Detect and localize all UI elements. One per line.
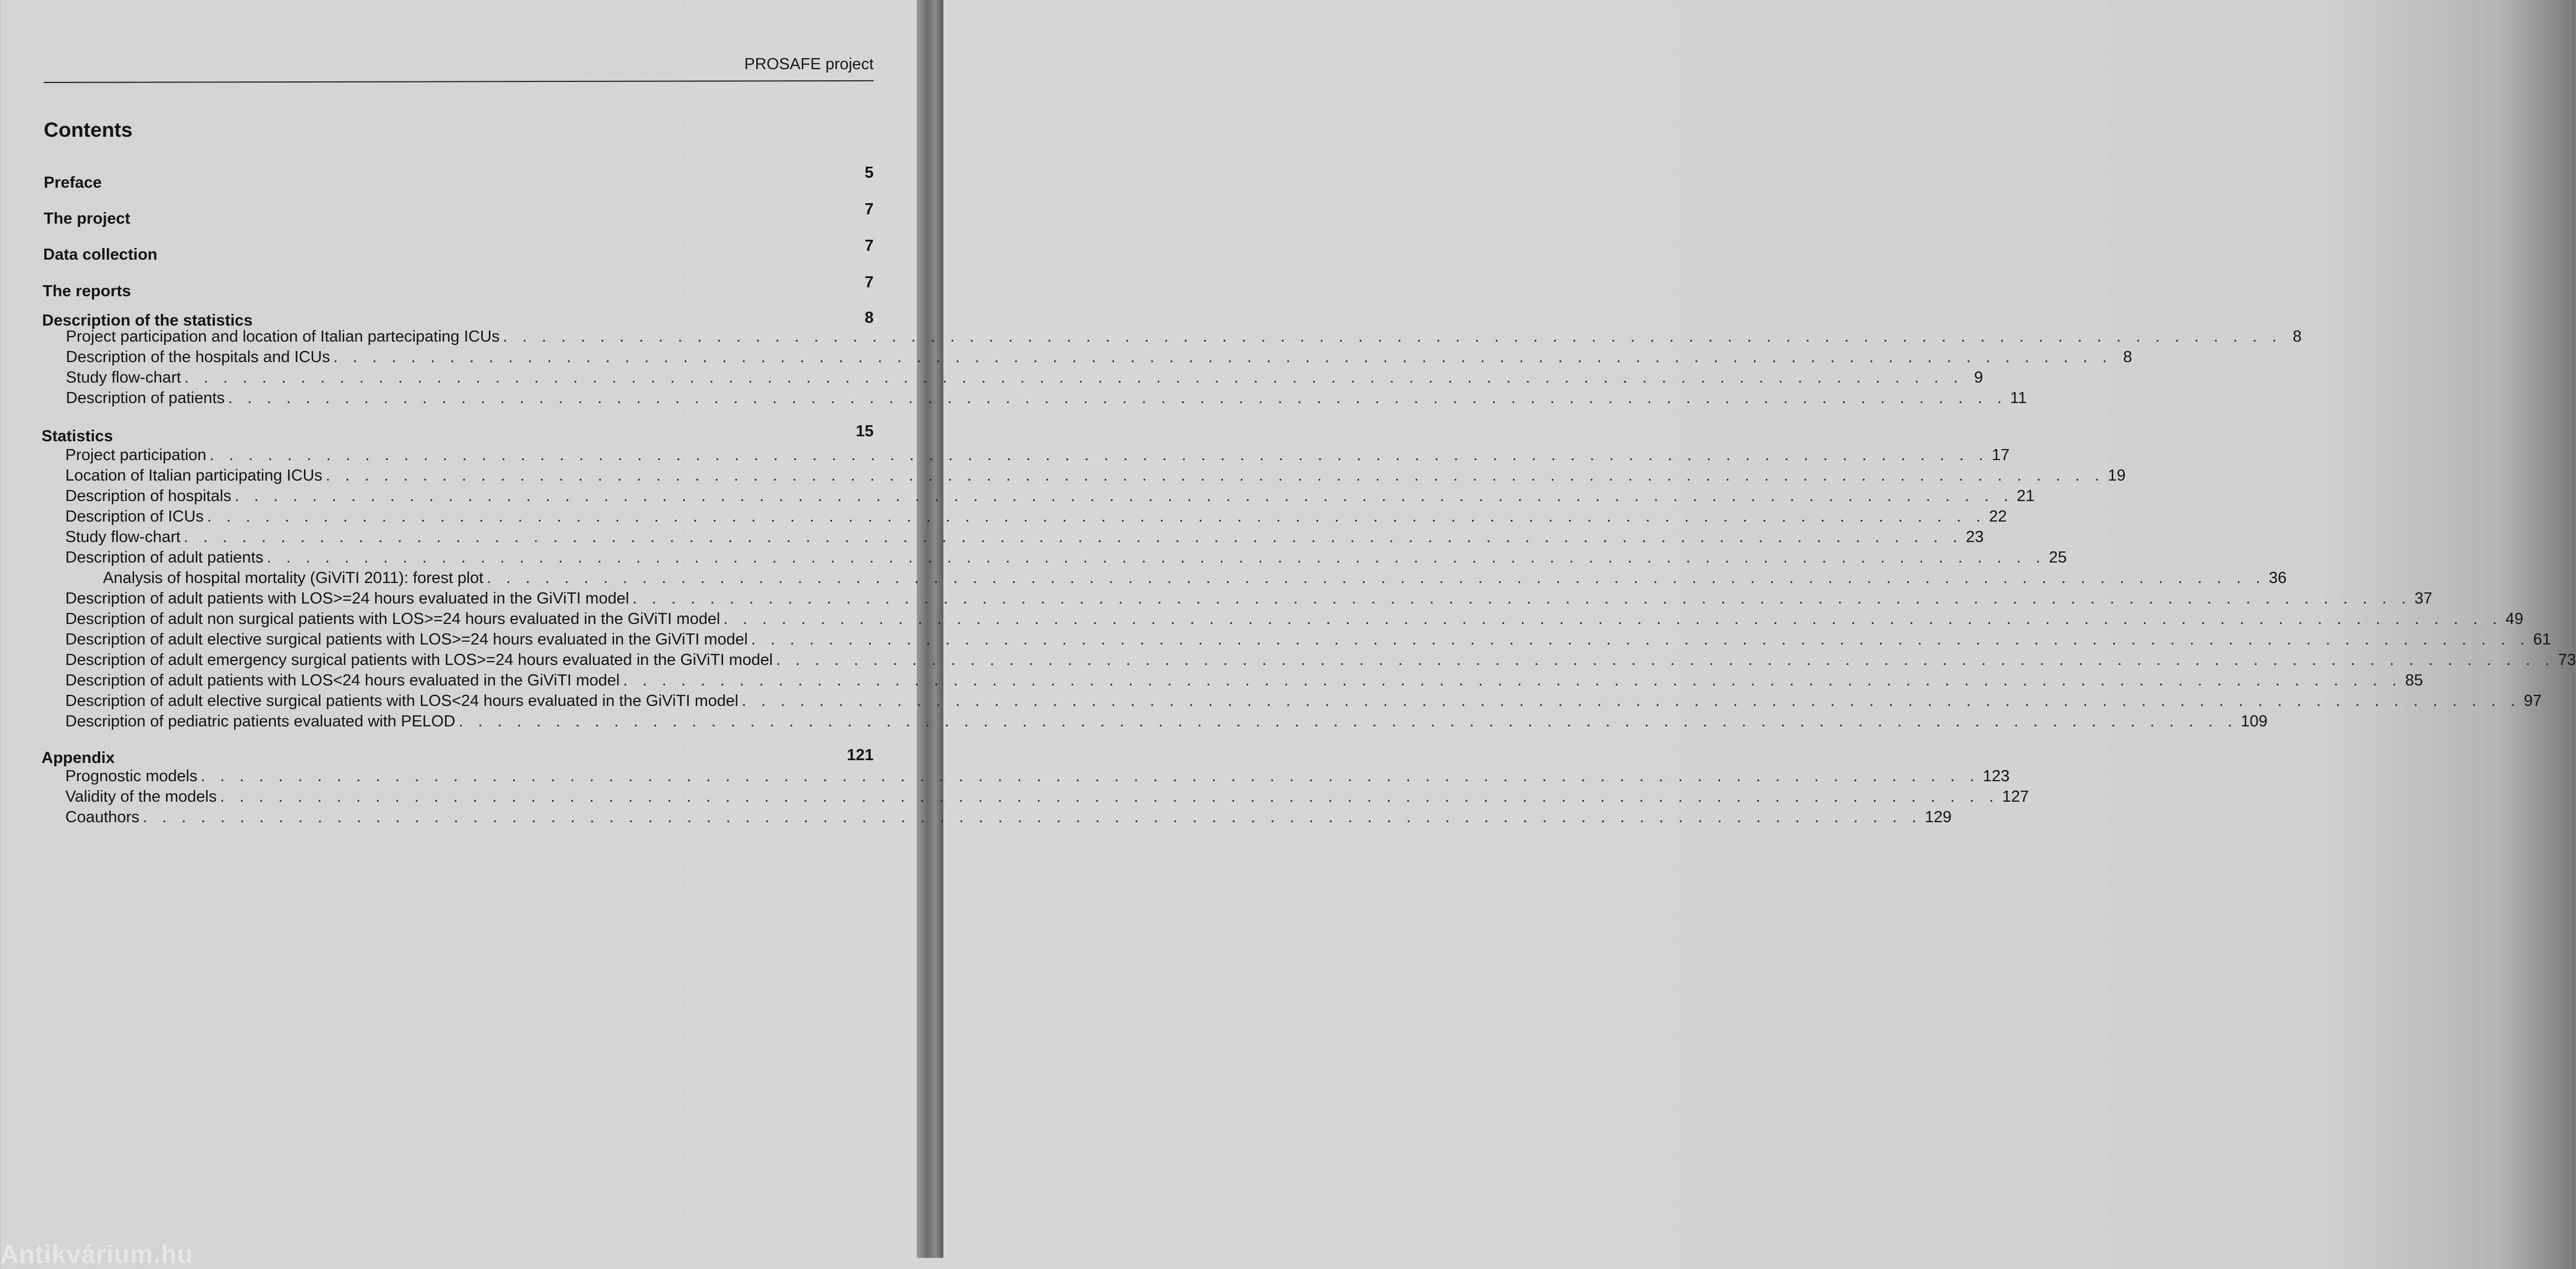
toc-entry-page: 97 [2523,692,2542,710]
toc-section-data-collection[interactable] [43,236,874,264]
toc-section-page: 8 [864,309,874,327]
toc-entry-page: 123 [1983,767,2010,785]
toc-entry[interactable] [65,507,2007,527]
toc-section-page: 15 [855,422,874,440]
toc-entry[interactable] [65,766,2010,786]
toc-entry-page: 25 [2048,549,2067,566]
toc-entry-page: 22 [1989,508,2007,525]
toc-section-page: 5 [864,164,874,182]
toc-entry-title: Project participation and location of Italian partecipating ICUs [66,328,500,345]
toc-entry-title: Analysis of hospital mortality (GiViTI 2011): forest plot [103,569,484,587]
toc-entry-page: 23 [1965,528,1984,546]
dot-leader: . . . . . . . . . . . . . . . . . . . . . . . . . . . . . . . . . . . . . . . . . . . . . . . . . . . . . . . . . . . . . . . . . . . . . . . . . . . . . . . . . . . . . . . . . . . . [220,788,1999,806]
toc-section-title: Statistics [42,427,113,445]
toc-entry[interactable] [65,589,2433,608]
header-rule [44,80,874,83]
toc-entry[interactable] [65,609,2523,629]
toc-entry-title: Description of adult emergency surgical patients with LOS>=24 hours evaluated in the GiViTI model [65,651,773,669]
toc-entry-title: Description of adult patients with LOS>=24 hours evaluated in the GiViTI model [65,590,629,607]
toc-entry-page: 61 [2533,631,2551,648]
toc-entry-page: 8 [2293,328,2302,345]
toc-entry-title: Coauthors [65,808,140,826]
toc-section-description-statistics[interactable] [42,308,874,328]
toc-entry-page: 21 [2016,487,2035,505]
toc-section-statistics[interactable] [42,421,874,445]
dot-leader: . . . . . . . . . . . . . . . . . . . . . . . . . . . . . . . . . . . . . . . . . . . . . . . . . . . . . . . . . . . . . . . . . . . . . . . . . . . . . . . . . . . . . . . . . . . . [632,590,2412,607]
toc-entry[interactable] [66,347,2133,367]
dot-leader: . . . . . . . . . . . . . . . . . . . . . . . . . . . . . . . . . . . . . . . . . . . . . . . . . . . . . . . . . . . . . . . . . . . . . . . . . . . . . . . . . . . . . . . . . . . . [228,389,2007,407]
dot-leader: . . . . . . . . . . . . . . . . . . . . . . . . . . . . . . . . . . . . . . . . . . . . . . . . . . . . . . . . . . . . . . . . . . . . . . . . . . . . . . . . . . . . . . . . . . . . [142,808,1922,826]
dot-leader: . . . . . . . . . . . . . . . . . . . . . . . . . . . . . . . . . . . . . . . . . . . . . . . . . . . . . . . . . . . . . . . . . . . . . . . . . . . . . . . . . . . . . . . . . . . . [751,631,2530,648]
toc-section-title: Preface [44,174,102,192]
toc-entry-page: 73 [2558,651,2576,669]
toc-subentry[interactable] [103,568,2287,588]
toc-entry[interactable] [65,711,2268,731]
toc-entry-title: Validity of the models [65,788,217,806]
dot-leader: . . . . . . . . . . . . . . . . . . . . . . . . . . . . . . . . . . . . . . . . . . . . . . . . . . . . . . . . . . . . . . . . . . . . . . . . . . . . . . . . . . . . . . . . . . . . [458,713,2238,730]
toc-entry-page: 9 [1974,369,1983,386]
toc-entry-title: Study flow-chart [66,369,181,386]
toc-entry-page: 129 [1924,808,1952,826]
running-header: PROSAFE project [744,55,874,73]
toc-section-title: Description of the statistics [42,312,253,329]
page-title: Contents [44,118,133,141]
toc-entry-title: Description of the hospitals and ICUs [66,348,331,366]
toc-entry[interactable] [65,670,2423,690]
toc-entry-page: 37 [2414,590,2433,607]
toc-entry[interactable] [65,807,1952,827]
toc-entry-title: Prognostic models [65,767,198,785]
toc-entry-page: 85 [2405,672,2423,689]
toc-section-preface[interactable] [44,163,874,192]
toc-entry-title: Description of pediatric patients evaluated with PELOD [65,713,456,730]
dot-leader: . . . . . . . . . . . . . . . . . . . . . . . . . . . . . . . . . . . . . . . . . . . . . . . . . . . . . . . . . . . . . . . . . . . . . . . . . . . . . . . . . . . . . . . . . . . . [326,467,2105,484]
dot-leader: . . . . . . . . . . . . . . . . . . . . . . . . . . . . . . . . . . . . . . . . . . . . . . . . . . . . . . . . . . . . . . . . . . . . . . . . . . . . . . . . . . . . . . . . . . . . [207,508,1986,525]
dot-leader: . . . . . . . . . . . . . . . . . . . . . . . . . . . . . . . . . . . . . . . . . . . . . . . . . . . . . . . . . . . . . . . . . . . . . . . . . . . . . . . . . . . . . . . . . . . . [723,610,2502,628]
toc-entry-page: 109 [2241,713,2268,730]
toc-entry[interactable] [65,527,1984,547]
toc-entry-page: 8 [2123,348,2133,366]
dot-leader: . . . . . . . . . . . . . . . . . . . . . . . . . . . . . . . . . . . . . . . . . . . . . . . . . . . . . . . . . . . . . . . . . . . . . . . . . . . . . . . . . . . . . . . . . . . . [333,348,2113,366]
dot-leader: . . . . . . . . . . . . . . . . . . . . . . . . . . . . . . . . . . . . . . . . . . . . . . . . . . . . . . . . . . . . . . . . . . . . . . . . . . . . . . . . . . . . . . . . . . . . [623,672,2402,689]
toc-entry[interactable] [65,787,2029,807]
toc-section-reports[interactable] [43,272,874,300]
toc-entry-title: Project participation [65,446,207,464]
toc-entry[interactable] [65,630,2551,649]
toc-entry[interactable] [65,445,2010,465]
toc-entry-title: Description of adult elective surgical patients with LOS>=24 hours evaluated in the GiViTI model [65,631,748,648]
toc-entry-title: Description of adult patients [65,549,264,566]
toc-entry[interactable] [65,466,2126,486]
dot-leader: . . . . . . . . . . . . . . . . . . . . . . . . . . . . . . . . . . . . . . . . . . . . . . . . . . . . . . . . . . . . . . . . . . . . . . . . . . . . . . . . . . . . . . . . . . . . [183,528,1963,546]
toc-entry-page: 49 [2505,610,2523,628]
toc-entry-title: Location of Italian participating ICUs [65,467,323,484]
toc-entry-title: Description of adult patients with LOS<24 hours evaluated in the GiViTI model [65,672,620,689]
dot-leader: . . . . . . . . . . . . . . . . . . . . . . . . . . . . . . . . . . . . . . . . . . . . . . . . . . . . . . . . . . . . . . . . . . . . . . . . . . . . . . . . . . . . . . . . . . . . [234,487,2014,505]
toc-entry[interactable] [65,650,2576,670]
toc-section-title: The reports [43,282,131,300]
toc-entry[interactable] [66,368,1983,388]
dot-leader: . . . . . . . . . . . . . . . . . . . . . . . . . . . . . . . . . . . . . . . . . . . . . . . . . . . . . . . . . . . . . . . . . . . . . . . . . . . . . . . . . . . . . . . . . . . . [776,651,2555,669]
dot-leader: . . . . . . . . . . . . . . . . . . . . . . . . . . . . . . . . . . . . . . . . . . . . . . . . . . . . . . . . . . . . . . . . . . . . . . . . . . . . . . . . . . . . . . . . . . . . [487,569,2266,587]
dot-leader: . . . . . . . . . . . . . . . . . . . . . . . . . . . . . . . . . . . . . . . . . . . . . . . . . . . . . . . . . . . . . . . . . . . . . . . . . . . . . . . . . . . . . . . . . . . . [184,369,1963,386]
toc-entry-page: 127 [2002,788,2029,806]
toc-entry-page: 17 [1991,446,2010,464]
toc-entry[interactable] [66,388,2027,408]
dot-leader: . . . . . . . . . . . . . . . . . . . . . . . . . . . . . . . . . . . . . . . . . . . . . . . . . . . . . . . . . . . . . . . . . . . . . . . . . . . . . . . . . . . . . . . . . . . . [200,767,1980,785]
dot-leader: . . . . . . . . . . . . . . . . . . . . . . . . . . . . . . . . . . . . . . . . . . . . . . . . . . . . . . . . . . . . . . . . . . . . . . . . . . . . . . . . . . . . . . . . . . . . [266,549,2046,566]
toc-entry[interactable] [65,486,2035,506]
toc-entry-page: 19 [2108,467,2126,484]
toc-section-title: The project [44,210,131,228]
toc-section-page: 7 [864,237,874,255]
dot-leader: . . . . . . . . . . . . . . . . . . . . . . . . . . . . . . . . . . . . . . . . . . . . . . . . . . . . . . . . . . . . . . . . . . . . . . . . . . . . . . . . . . . . . . . . . . . . [503,328,2282,345]
toc-entry[interactable] [65,548,2067,568]
toc-entry-title: Description of ICUs [65,508,204,525]
page-edge-shadow [917,0,943,1258]
toc-section-page: 7 [864,200,874,218]
dot-leader: . . . . . . . . . . . . . . . . . . . . . . . . . . . . . . . . . . . . . . . . . . . . . . . . . . . . . . . . . . . . . . . . . . . . . . . . . . . . . . . . . . . . . . . . . . . . [741,692,2521,710]
toc-section-title: Appendix [42,749,115,767]
toc-entry-title: Description of adult elective surgical patients with LOS<24 hours evaluated in the GiViTI model [65,692,739,710]
toc-entry-title: Description of patients [66,389,225,407]
toc-section-page: 7 [864,274,874,291]
toc-entry-title: Study flow-chart [65,528,180,546]
toc-entry-page: 36 [2269,569,2287,587]
toc-entry-title: Description of adult non surgical patients with LOS>=24 hours evaluated in the GiViTI model [65,610,720,628]
toc-entry-page: 11 [2010,389,2027,407]
toc-section-page: 121 [846,746,874,764]
toc-section-title: Data collection [43,246,158,264]
toc-entry-title: Description of hospitals [65,487,231,505]
dot-leader: . . . . . . . . . . . . . . . . . . . . . . . . . . . . . . . . . . . . . . . . . . . . . . . . . . . . . . . . . . . . . . . . . . . . . . . . . . . . . . . . . . . . . . . . . . . . [209,446,1989,464]
toc-section-appendix[interactable] [42,745,874,765]
toc-entry[interactable] [66,327,2302,347]
toc-section-project[interactable] [44,199,874,228]
watermark: Antikvárium.hu [0,1240,193,1268]
toc-entry[interactable] [65,691,2542,711]
